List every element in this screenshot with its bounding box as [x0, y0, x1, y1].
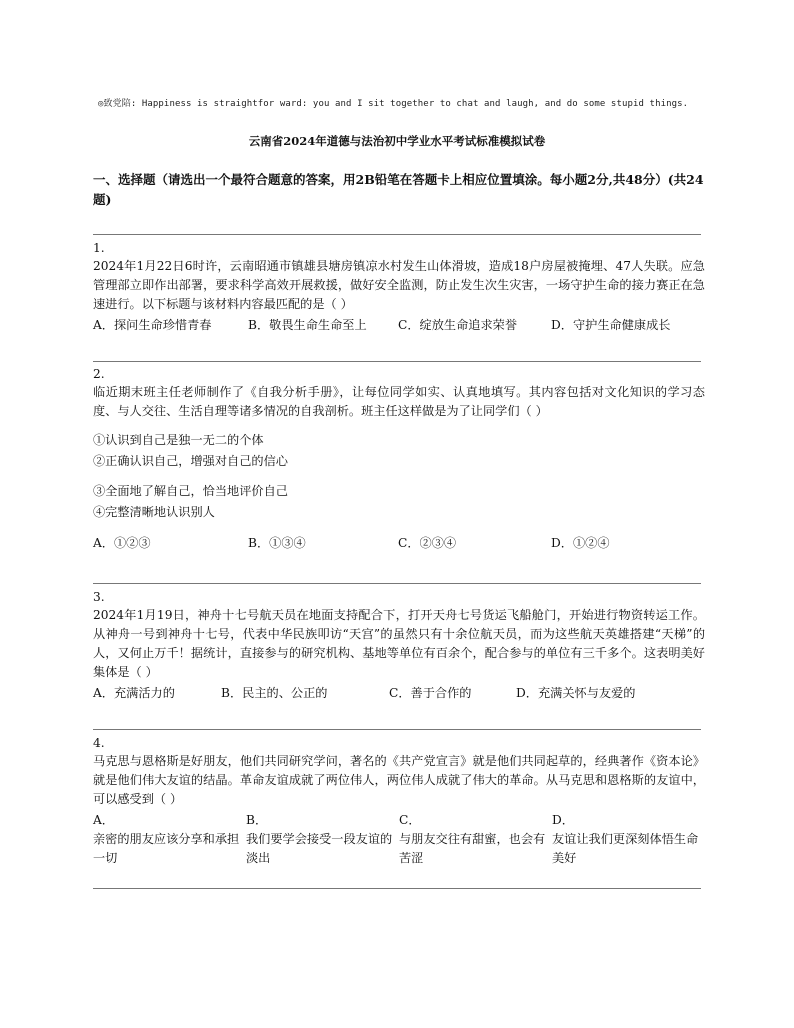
- option-a[interactable]: [93, 811, 248, 868]
- option-letter: C．: [399, 813, 421, 827]
- option-b[interactable]: [246, 811, 401, 868]
- option-c[interactable]: C．绽放生命追求荣誉: [398, 318, 518, 332]
- option-a[interactable]: A．充满活力的: [93, 686, 175, 700]
- statement-item: ③全面地了解自己，恰当地评价自己: [93, 484, 288, 498]
- option-d[interactable]: [552, 811, 707, 868]
- option-d[interactable]: D．①②④: [551, 536, 610, 550]
- divider: [93, 234, 701, 235]
- question-number: 4.: [93, 736, 105, 750]
- divider: [93, 583, 701, 584]
- option-b[interactable]: B．敬畏生命生命至上: [248, 318, 367, 332]
- option-c[interactable]: C．②③④: [398, 536, 457, 550]
- question-stem: 2024年1月19日，神舟十七号航天员在地面支持配合下，打开天舟七号货运飞船舱门，开始进行物资转运工作。从神舟一号到神舟十七号，代表中华民族叩访“天宫”的虽然只有十余位航天员，而为这些航天英雄搭建“天梯”的人，又何止万千！据统计，直接参与的研究机构、基地等单位有百余个，配合参与的单位有三千多个。这表明美好集体是（ ）: [93, 608, 705, 679]
- question-1: [93, 240, 705, 336]
- question-stem: 马克思与恩格斯是好朋友，他们共同研究学问，著名的《共产党宣言》就是他们共同起草的，经典著作《资本论》就是他们伟大友谊的结晶。革命友谊成就了两位伟人，两位伟人成就了伟大的革命。从马克思和恩格斯的友谊中，可以感受到（ ）: [93, 754, 705, 806]
- option-letter: A．: [93, 813, 114, 827]
- option-letter: B．: [246, 813, 268, 827]
- question-number: 2.: [93, 367, 105, 381]
- section-heading: 一、选择题（请选出一个最符合题意的答案，用2B铅笔在答题卡上相应位置填涂。每小题2分,共48分）(共24题): [93, 172, 704, 207]
- option-text: 友谊让我们更深刻体悟生命美好: [552, 832, 699, 865]
- options-row: [93, 314, 705, 336]
- option-b[interactable]: B．①③④: [248, 536, 306, 550]
- divider: [93, 888, 701, 889]
- option-b[interactable]: B．民主的、公正的: [221, 686, 328, 700]
- divider: [93, 361, 701, 362]
- option-a[interactable]: A．①②③: [93, 536, 151, 550]
- exam-title: 云南省2024年道德与法治初中学业水平考试标准模拟试卷: [248, 134, 546, 148]
- option-c[interactable]: C．善于合作的: [389, 686, 472, 700]
- option-d[interactable]: D．守护生命健康成长: [551, 318, 671, 332]
- option-text: 亲密的朋友应该分享和承担一切: [93, 832, 240, 865]
- option-d[interactable]: D．充满关怀与友爱的: [516, 686, 636, 700]
- question-2: [93, 366, 705, 554]
- motto-banner: ◎致党陪: Happiness is straightfor ward: you and I sit together to chat and laugh, and do some stupid things.: [98, 99, 689, 109]
- option-letter: D．: [552, 813, 574, 827]
- question-stem: 临近期末班主任老师制作了《自我分析手册》，让每位同学如实、认真地填写。其内容包括对文化知识的学习态度、与人交往、生活自理等诸多情况的自我剖析。班主任这样做是为了让同学们（ ）: [93, 385, 705, 418]
- option-text: 与朋友交往有甜蜜，也会有苦涩: [399, 832, 546, 865]
- divider: [93, 729, 701, 730]
- option-text: 我们要学会接受一段友谊的淡出: [246, 832, 393, 865]
- question-3: [93, 589, 705, 704]
- option-a[interactable]: A．探问生命珍惜青春: [93, 318, 212, 332]
- statement-item: ④完整清晰地认识别人: [93, 505, 215, 519]
- question-number: 3.: [93, 590, 105, 604]
- statement-list: [93, 430, 705, 523]
- question-4: [93, 735, 705, 869]
- statement-item: ②正确认识自己，增强对自己的信心: [93, 454, 288, 468]
- question-stem: 2024年1月22日6时许，云南昭通市镇雄县塘房镇凉水村发生山体滑坡，造成18户房屋被掩埋、47人失联。应急管理部立即作出部署，要求科学高效开展救援，做好安全监测，防止发生次生灾害，一场守护生命的接力赛正在急速进行。以下标题与该材料内容最匹配的是（ ）: [93, 259, 705, 311]
- option-c[interactable]: [399, 811, 554, 868]
- options-grid: [93, 809, 705, 869]
- statement-item: ①认识到自己是独一无二的个体: [93, 433, 264, 447]
- question-number: 1.: [93, 241, 105, 255]
- options-row: [93, 682, 705, 704]
- options-row: [93, 532, 705, 554]
